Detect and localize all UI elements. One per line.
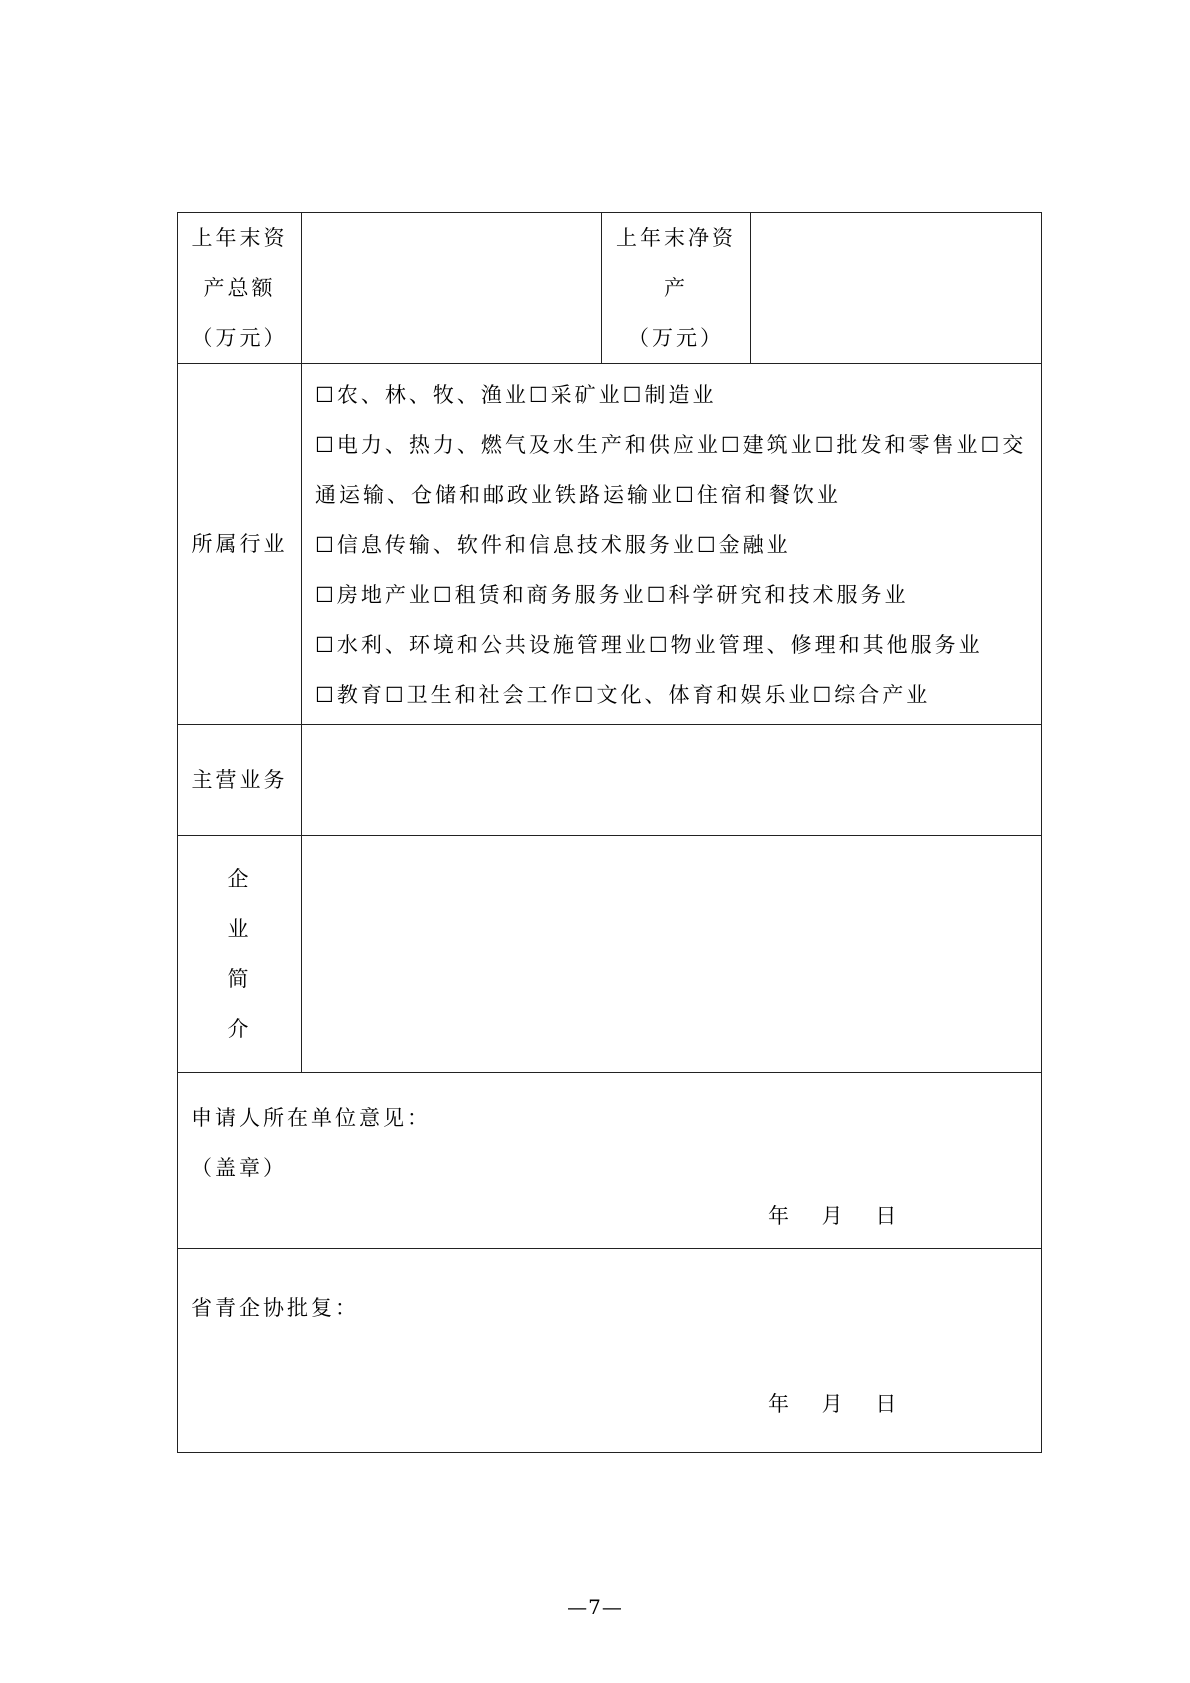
total-assets-label bbox=[178, 213, 302, 364]
total-assets-value-cell[interactable] bbox=[302, 213, 602, 364]
unit-opinion-date: 年 月 日 bbox=[768, 1204, 900, 1228]
main-business-value-cell[interactable] bbox=[302, 725, 1042, 836]
company-intro-row bbox=[178, 836, 1042, 1073]
approval-date: 年 月 日 bbox=[768, 1392, 900, 1416]
main-business-row bbox=[178, 725, 1042, 836]
industry-option-line[interactable]: ☐信息传输、软件和信息技术服务业☐金融业 bbox=[315, 533, 791, 557]
unit-opinion-row bbox=[178, 1073, 1042, 1249]
approval-cell[interactable] bbox=[178, 1249, 1042, 1453]
approval-row bbox=[178, 1249, 1042, 1453]
application-form-table bbox=[177, 212, 1042, 1453]
industry-option-line[interactable]: ☐房地产业☐租赁和商务服务业☐科学研究和技术服务业 bbox=[315, 583, 909, 607]
company-intro-label-char: 介 bbox=[227, 1017, 252, 1041]
unit-opinion-title: 申请人所在单位意见： bbox=[191, 1106, 431, 1130]
industry-row bbox=[178, 364, 1042, 725]
net-assets-label-line: 产 bbox=[664, 276, 688, 300]
industry-option-line[interactable]: ☐农、林、牧、渔业☐采矿业☐制造业 bbox=[315, 383, 717, 407]
page-number: —7— bbox=[567, 1595, 623, 1619]
company-intro-label-char: 企 bbox=[227, 867, 252, 891]
net-assets-label-line: 上年末净资 bbox=[616, 226, 736, 250]
company-intro-label-char: 简 bbox=[227, 967, 252, 991]
industry-option-line[interactable]: ☐教育☐卫生和社会工作☐文化、体育和娱乐业☐综合产业 bbox=[315, 683, 931, 707]
industry-option-line[interactable]: ☐水利、环境和公共设施管理业☐物业管理、修理和其他服务业 bbox=[315, 633, 983, 657]
company-intro-label bbox=[178, 836, 302, 1073]
company-intro-label-char: 业 bbox=[227, 917, 252, 941]
net-assets-label-line: （万元） bbox=[628, 326, 724, 350]
industry-option-line[interactable]: ☐电力、热力、燃气及水生产和供应业☐建筑业☐批发和零售业☐交 bbox=[315, 433, 1027, 457]
approval-title: 省青企协批复： bbox=[191, 1296, 359, 1320]
industry-option-line[interactable]: 通运输、仓储和邮政业铁路运输业☐住宿和餐饮业 bbox=[315, 483, 841, 507]
total-assets-label-line: 上年末资 bbox=[191, 226, 288, 250]
assets-row bbox=[178, 213, 1042, 364]
industry-label: 所属行业 bbox=[178, 364, 302, 725]
company-intro-value-cell[interactable] bbox=[302, 836, 1042, 1073]
net-assets-value-cell[interactable] bbox=[751, 213, 1042, 364]
stamp-note: （盖章） bbox=[191, 1156, 287, 1180]
main-business-label: 主营业务 bbox=[178, 725, 302, 836]
total-assets-label-line: 产总额 bbox=[203, 276, 276, 300]
industry-options-cell bbox=[302, 364, 1042, 725]
unit-opinion-cell[interactable] bbox=[178, 1073, 1042, 1249]
net-assets-label bbox=[602, 213, 751, 364]
total-assets-label-line: （万元） bbox=[191, 326, 288, 350]
